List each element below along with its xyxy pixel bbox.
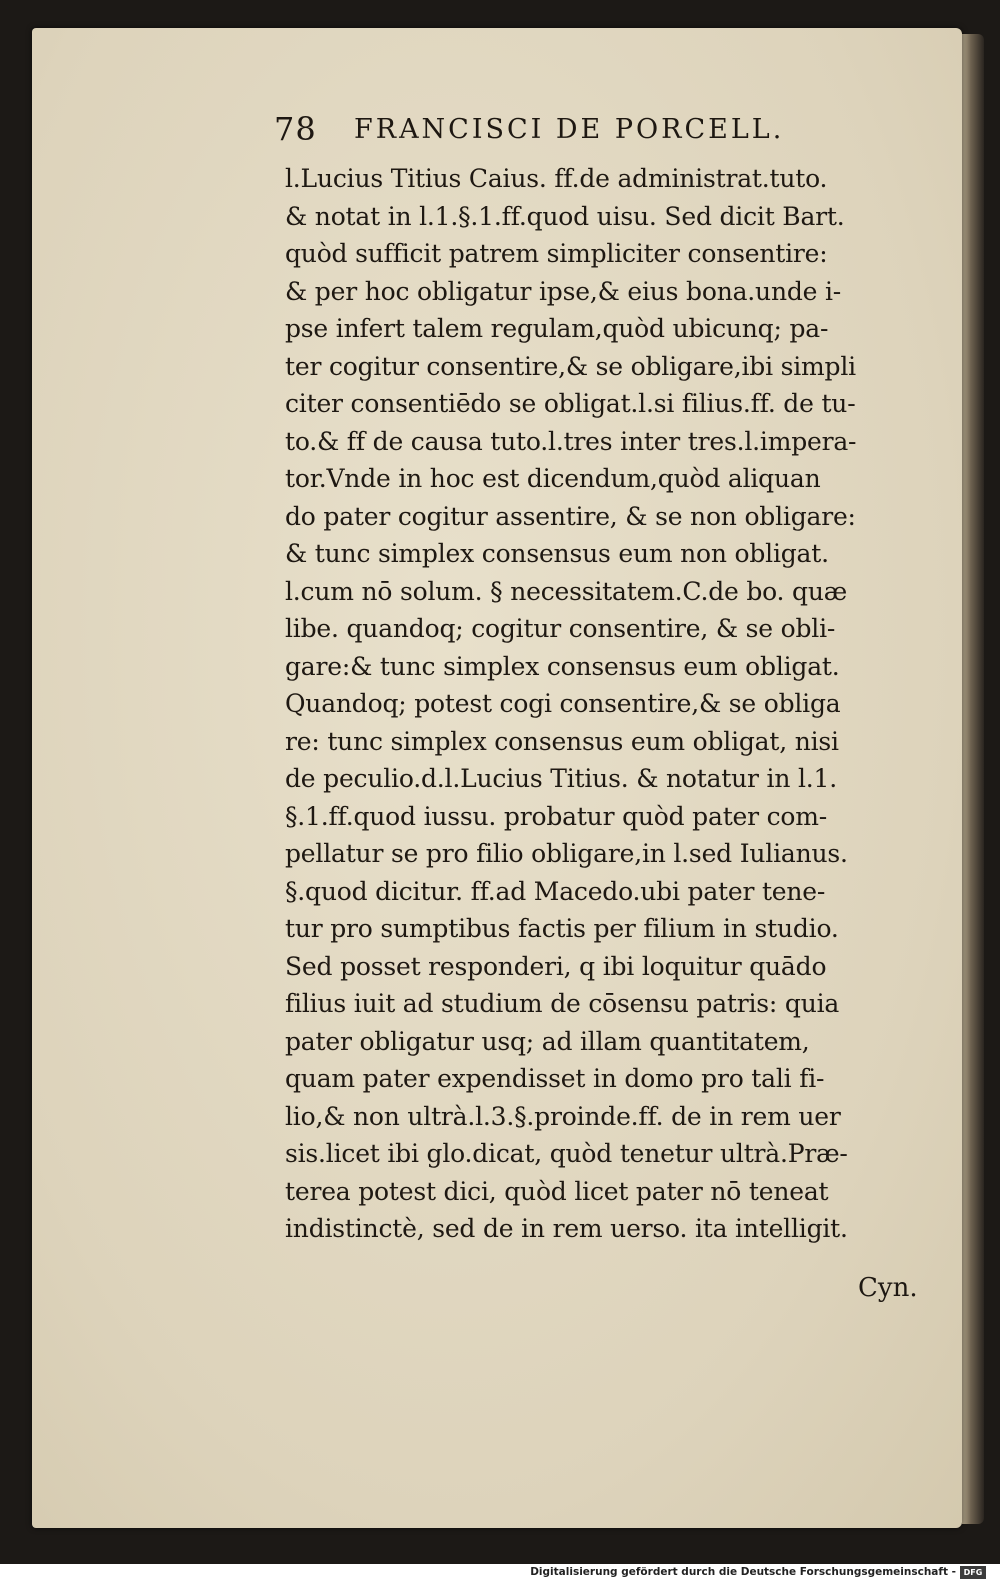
text-line: l.Lucius Titius Caius. ff.de administrat.tuto. <box>285 164 828 193</box>
running-title: FRANCISCI DE PORCELL. <box>354 114 785 145</box>
text-line: lio,& non ultrà.l.3.§.proinde.ff. de in rem uer <box>285 1101 841 1131</box>
text-line: pellatur se pro filio obligare,in l.sed Iulianus. <box>285 839 848 868</box>
text-line: gare:& tunc simplex consensus eum obligat. <box>285 651 840 681</box>
text-line: pse infert talem regulam,quòd ubicunq; pa- <box>285 314 829 343</box>
text-line: quòd sufficit patrem simpliciter consentire: <box>285 239 828 268</box>
text-line: do pater cogitur assentire, & se non obligare: <box>285 501 856 531</box>
text-line: terea potest dici, quòd licet pater nō teneat <box>285 1176 829 1206</box>
footer-credit: Digitalisierung gefördert durch die Deutsche Forschungsgemeinschaft - <box>530 1566 956 1578</box>
page-number: 78 <box>274 110 317 148</box>
text-line: l.cum nō solum. § necessitatem.C.de bo. quæ <box>285 576 848 606</box>
text-line: tor.Vnde in hoc est dicendum,quòd aliquan <box>285 464 821 493</box>
page-header <box>274 110 874 156</box>
text-line: libe. quandoq; cogitur consentire, & se obli- <box>285 614 836 643</box>
text-line: to.& ff de causa tuto.l.tres inter tres.l.impera- <box>285 426 857 456</box>
text-line: re: tunc simplex consensus eum obligat, nisi <box>285 726 839 756</box>
text-line: sis.licet ibi glo.dicat, quòd tenetur ultrà.Præ- <box>285 1139 848 1168</box>
text-line: indistinctè, sed de in rem uerso. ita intelligit. <box>285 1214 848 1243</box>
text-line: & per hoc obligatur ipse,& eius bona.unde i- <box>285 276 842 306</box>
dfg-logo-icon: DFG <box>960 1566 986 1579</box>
text-line: & tunc simplex consensus eum non obligat. <box>285 539 829 568</box>
text-line: Quandoq; potest cogi consentire,& se obliga <box>285 689 841 718</box>
text-line: pater obligatur usq; ad illam quantitatem, <box>285 1026 810 1056</box>
body-text <box>285 160 945 1248</box>
text-line: de peculio.d.l.Lucius Titius. & notatur in l.1. <box>285 764 837 793</box>
catchword: Cyn. <box>858 1273 918 1303</box>
text-line: filius iuit ad studium de cōsensu patris: quia <box>285 989 840 1018</box>
text-line: §.quod dicitur. ff.ad Macedo.ubi pater tene- <box>285 876 826 906</box>
page-edge <box>962 34 984 1524</box>
text-line: citer consentiēdo se obligat.l.si filius.ff. de tu- <box>285 389 856 418</box>
text-line: Sed posset responderi, q ibi loquitur quādo <box>285 951 827 981</box>
text-line: tur pro sumptibus factis per filium in studio. <box>285 914 839 943</box>
text-line: quam pater expendisset in domo pro tali fi- <box>285 1064 825 1093</box>
text-line: §.1.ff.quod iussu. probatur quòd pater com- <box>285 801 828 831</box>
text-line: ter cogitur consentire,& se obligare,ibi simpli <box>285 351 856 381</box>
text-line: & notat in l.1.§.1.ff.quod uisu. Sed dicit Bart. <box>285 201 845 231</box>
